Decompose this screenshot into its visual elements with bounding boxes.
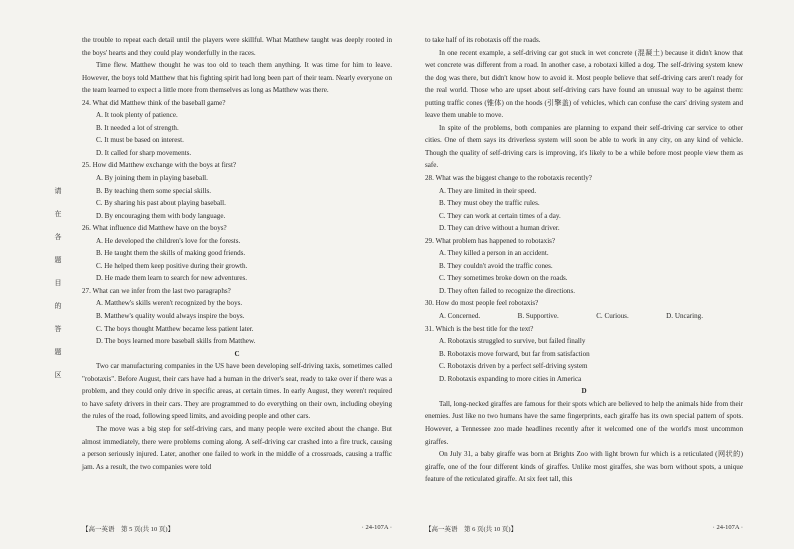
question-30: 30. How do most people feel robotaxis?: [425, 299, 539, 308]
left-column: [82, 34, 392, 473]
option: A. They killed a person in an accident.: [439, 249, 549, 258]
option: B. They must obey the traffic rules.: [439, 199, 540, 208]
option: B. Robotaxis move forward, but far from satisfaction: [439, 349, 590, 358]
option: C. By sharing his past about playing baseball.: [96, 199, 226, 208]
question-28: 28. What was the biggest change to the robotaxis recently?: [425, 174, 592, 183]
side-char: 在: [54, 210, 62, 218]
option: B. Supportive.: [517, 312, 559, 321]
section-heading-c: C: [234, 349, 240, 358]
option: B. Matthew's quality would always inspire the boys.: [96, 312, 245, 321]
side-binding-label: [53, 180, 63, 387]
paper-code: · 24-107A ·: [361, 524, 392, 531]
side-char: 题: [54, 256, 62, 264]
page-label: 【高一英语 第 5 页(共 10 页)】: [82, 526, 175, 533]
option: B. By teaching them some special skills.: [96, 186, 212, 195]
option: A. It took plenty of patience.: [96, 111, 178, 120]
option: C. He helped them keep positive during their growth.: [96, 261, 248, 270]
passage-paragraph: to take half of its robotaxis off the roads.: [425, 36, 541, 44]
option: C. They sometimes broke down on the roads.: [439, 274, 568, 283]
right-column: [425, 34, 743, 486]
side-char: 请: [54, 187, 62, 195]
option: B. He taught them the skills of making good friends.: [96, 249, 246, 258]
passage-paragraph: In one recent example, a self-driving car got stuck in wet concrete (混凝土) because it didn't know that wet concrete was different from a road. In another case, a robotaxi killed a dog. The self-driving system knew the dog was there, but didn't know how to avoid it. Most people believe that self-driving cars aren't ready for the real world. Those who are upset about self-driving cars have found an unusual way to be against them: putting traffic cones (锥体) on the hoods (引擎盖) of vehicles, which can confuse the cars' driving system and leave them unable to move.: [425, 48, 743, 120]
question-27: 27. What can we infer from the last two paragraphs?: [82, 286, 231, 295]
option: D. It called for sharp movements.: [96, 148, 192, 157]
section-heading-d: D: [581, 387, 587, 396]
passage-paragraph: On July 31, a baby giraffe was born at Brights Zoo with light brown fur which is a reticulated (网状的) giraffe, one of the four different kinds of giraffes. Unlike most giraffes, she was born without spots, a unique feature of the reticulated giraffe. At six feet tall, this: [425, 450, 743, 484]
question-24: 24. What did Matthew think of the baseball game?: [82, 98, 226, 107]
option: A. Concerned.: [439, 312, 481, 321]
footer-right: [425, 524, 743, 533]
option: A. They are limited in their speed.: [439, 186, 537, 195]
option: A. Robotaxis struggled to survive, but failed finally: [439, 337, 586, 346]
passage-paragraph: The move was a big step for self-driving cars, and many people were excited about the change. But almost immediately, there were problems coming along. A self-driving car crashed into a fire truck, causing a person seriously injured. Later, another one failed to work in the middle of a crossroads, causing a traffic jam. As a result, the two companies were told: [82, 424, 392, 471]
side-char: 答: [54, 325, 62, 333]
option: C. It must be based on interest.: [96, 136, 184, 145]
side-char: 的: [54, 302, 62, 310]
option: D. Uncaring.: [666, 312, 703, 321]
option: C. The boys thought Matthew became less patient later.: [96, 324, 254, 333]
option: D. They can drive without a human driver.: [439, 224, 560, 233]
option: D. By encouraging them with body language.: [96, 211, 226, 220]
option: A. By joining them in playing baseball.: [96, 174, 208, 183]
option: D. The boys learned more baseball skills from Matthew.: [96, 337, 256, 346]
option: A. He developed the children's love for the forests.: [96, 236, 241, 245]
option: D. Robotaxis expanding to more cities in America: [439, 374, 582, 383]
question-29: 29. What problem has happened to robotaxis?: [425, 236, 556, 245]
question-25: 25. How did Matthew exchange with the boys at first?: [82, 161, 237, 170]
option: B. It needed a lot of strength.: [96, 123, 179, 132]
option-row: [425, 310, 743, 323]
option: B. They couldn't avoid the traffic cones.: [439, 261, 553, 270]
side-char: 目: [54, 279, 62, 287]
side-char: 题: [54, 348, 62, 356]
passage-paragraph: the trouble to repeat each detail until the players were skillful. What Matthew taught was deeply rooted in the boys' hearts and they could play wonderfully in the races.: [82, 36, 392, 57]
passage-paragraph: Tall, long-necked giraffes are famous for their spots which are believed to help the animals hide from their enemies. Just like no two humans have the same fingerprints, each giraffe has its own special pattern of spots. However, a Tennessee zoo made headlines recently after it welcomed one of the world's most uncommon giraffes.: [425, 399, 743, 446]
passage-paragraph: In spite of the problems, both companies are planning to expand their self-driving car service to other cities. One of them says its driverless system will soon be able to work in any city, on any kind of vehicle. Though the quality of self-driving cars is improving, it's likely to be a while before most people view them as safe.: [425, 123, 743, 170]
option: D. He made them learn to search for new adventures.: [96, 274, 248, 283]
passage-paragraph: Time flew. Matthew thought he was too old to teach them anything. It was time for him to leave. However, the boys told Matthew that his fighting spirit had long been part of their team. Nearly everyone on the team learned to expect a little more from themselves as long as Matthew was there.: [82, 61, 392, 95]
side-char: 区: [54, 371, 62, 379]
question-26: 26. What influence did Matthew have on the boys?: [82, 224, 227, 233]
passage-paragraph: Two car manufacturing companies in the US have been developing self-driving taxis, sometimes called "robotaxis". Before August, their cars have had a human in the driver's seat, ready to take over if there was a problem, and they could only drive in specific areas, at certain times. In early August, they weren't required to have safety drivers in their cars. They are programmed to do everything on their own, including obeying the rules of the road, following speed limits, and avoiding people and other cars.: [82, 362, 392, 421]
option: D. They often failed to recognize the directions.: [439, 286, 575, 295]
paper-code: · 24-107A ·: [712, 524, 743, 531]
option: A. Matthew's skills weren't recognized by the boys.: [96, 299, 243, 308]
option: C. Robotaxis driven by a perfect self-driving system: [439, 362, 588, 371]
question-31: 31. Which is the best title for the text?: [425, 324, 534, 333]
option: C. They can work at certain times of a day.: [439, 211, 561, 220]
footer-left: [82, 524, 392, 533]
option: C. Curious.: [596, 312, 629, 321]
side-char: 各: [54, 233, 62, 241]
page-label: 【高一英语 第 6 页(共 10 页)】: [425, 526, 518, 533]
